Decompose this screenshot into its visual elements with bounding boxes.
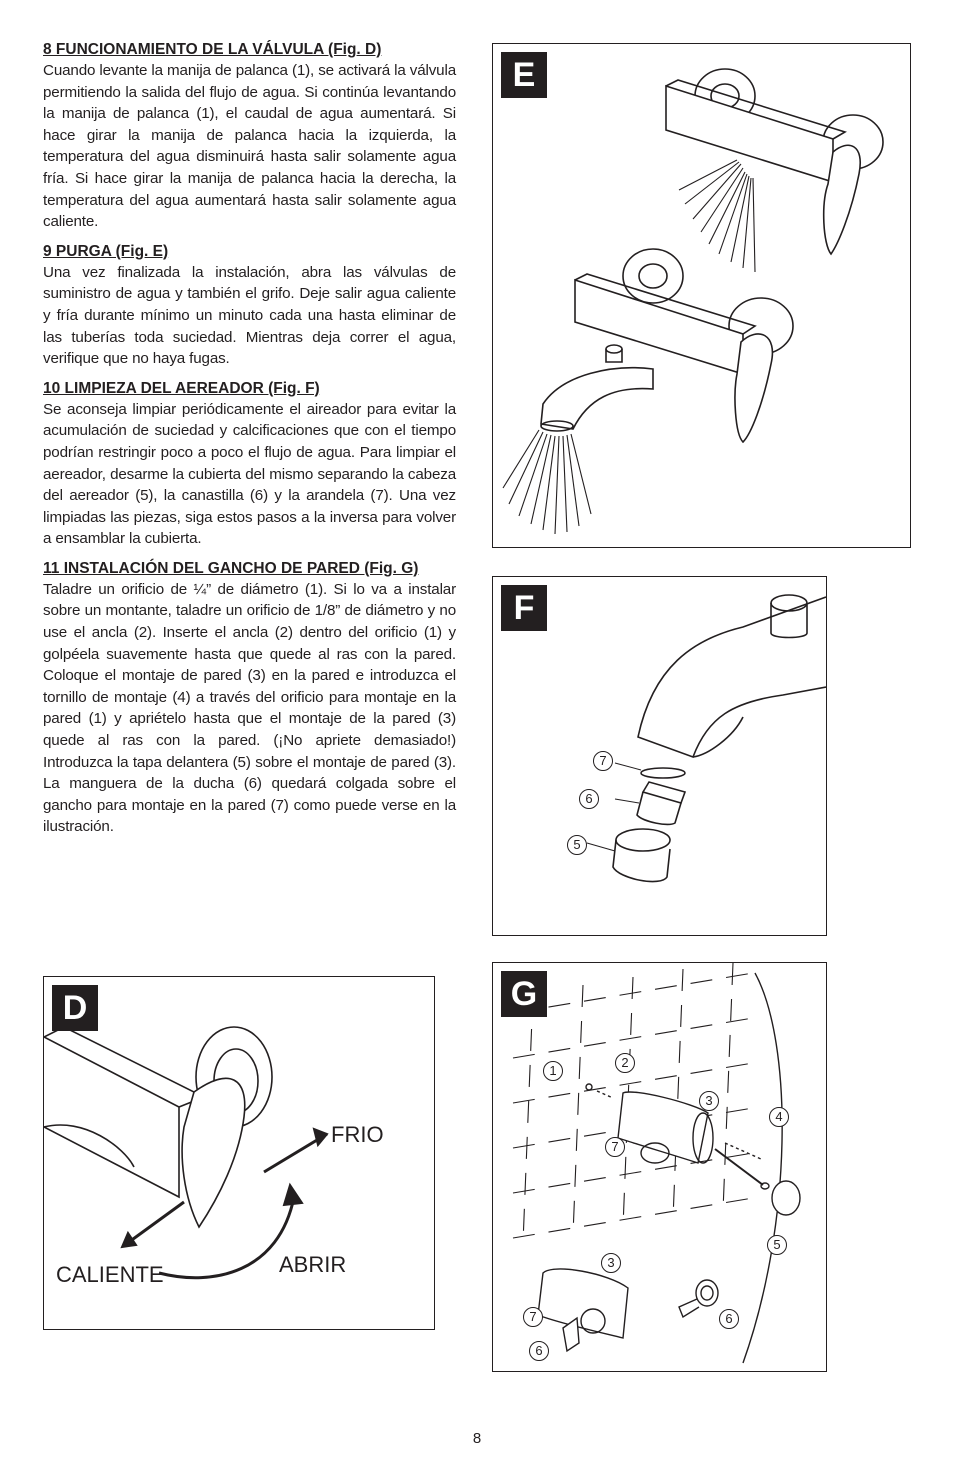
section-wall-hook-install bbox=[43, 559, 456, 838]
callout-aerator-head: 5 bbox=[567, 835, 587, 855]
instructions-column bbox=[43, 40, 456, 847]
section-body: Una vez finalizada la instalación, abra las válvulas de suministro de agua y también el grifo. Deje salir agua caliente y fría durante mínimo un minuto cada una hasta eliminar de las tuberías toda suciedad. Mientras deja correr el agua, verifique que no haya fugas. bbox=[43, 263, 456, 368]
figure-e-purge bbox=[492, 43, 911, 548]
callout-front-cap: 5 bbox=[767, 1235, 787, 1255]
figure-label: D bbox=[52, 985, 98, 1031]
open-label: ABRIR bbox=[279, 1252, 347, 1277]
callout-wall-mount: 3 bbox=[699, 1091, 719, 1111]
figure-label: E bbox=[501, 52, 547, 98]
section-title: 8 FUNCIONAMIENTO DE LA VÁLVULA (Fig. D) bbox=[43, 41, 382, 58]
section-title: 10 LIMPIEZA DEL AEREADOR (Fig. F) bbox=[43, 379, 320, 397]
section-purge bbox=[43, 242, 456, 370]
section-body: Cuando levante la manija de palanca (1), se activará la válvula permitiendo la salida del flujo de agua. Si continúa levantando la manija de palanca (1), el caudal de agua aumentará. Si hace girar la manija de palanca hacia la izquierda, la temperatura del agua disminuirá hasta salir solamente agua fría. Si hace girar la manija de palanca hacia la derecha, la temperatura del agua aumentará hasta salir solamente agua caliente. bbox=[43, 62, 456, 231]
callout-hose-lower: 6 bbox=[529, 1341, 549, 1361]
callout-anchor: 2 bbox=[615, 1053, 635, 1073]
figure-label: F bbox=[501, 585, 547, 631]
figure-d-valve-operation bbox=[43, 976, 435, 1330]
hot-label: CALIENTE bbox=[56, 1262, 164, 1287]
callout-hole: 1 bbox=[543, 1061, 563, 1081]
callout-wall-mount-lower: 3 bbox=[601, 1253, 621, 1273]
callout-hook-lower: 7 bbox=[523, 1307, 543, 1327]
section-aerator-cleaning bbox=[43, 379, 456, 550]
figure-label: G bbox=[501, 971, 547, 1017]
section-body: Taladre un orificio de ¼” de diámetro (1). Si lo va a instalar sobre un montante, taladre un orificio de 1/8” de diámetro y no use el ancla (2). Inserte el ancla (2) dentro del orificio (1) y golpéela suavemente hasta que quede al ras con la pared. Coloque el montaje de pared (3) en la pared e introduzca el tornillo de montaje (4) a través del orificio para montaje en la pared (1) y apriételo hasta que el montaje de la pared (3) quede al ras con la pared. (¡No apriete demasiado!) Introduzca la tapa delantera (5) sobre el montaje de pared (3). La manguera de la ducha (6) quedará colgada sobre el gancho para montaje en la pared (7) como puede verse en la ilustración. bbox=[43, 580, 456, 836]
section-title: 11 INSTALACIÓN DEL GANCHO DE PARED (Fig. G) bbox=[43, 559, 419, 577]
callout-washer: 7 bbox=[593, 751, 613, 771]
cold-label: FRIO bbox=[331, 1122, 384, 1147]
wall-hook-exploded-illustration bbox=[493, 963, 826, 1371]
callout-basket: 6 bbox=[579, 789, 599, 809]
section-body: Se aconseja limpiar periódicamente el aireador para evitar la acumulación de suciedad y calcificaciones que con el tiempo podrían restringir poco a poco el flujo de agua. Para limpiar el aereador, desarme la cubierta del mismo separando la cabeza del aereador (5), la canastilla (6) y la arandela (7). Una vez limpiadas las piezas, siga estos pasos a la inversa para volver a ensamblar la cubierta. bbox=[43, 400, 456, 548]
faucet-spray-illustration bbox=[493, 44, 910, 547]
section-valve-operation bbox=[43, 40, 456, 233]
callout-hose-right: 6 bbox=[719, 1309, 739, 1329]
callout-screw: 4 bbox=[769, 1107, 789, 1127]
callout-hook: 7 bbox=[605, 1137, 625, 1157]
section-title: 9 PURGA (Fig. E) bbox=[43, 242, 169, 260]
figure-g-wall-hook bbox=[492, 962, 827, 1372]
figure-f-aerator bbox=[492, 576, 827, 936]
page-number: 8 bbox=[472, 1430, 482, 1447]
